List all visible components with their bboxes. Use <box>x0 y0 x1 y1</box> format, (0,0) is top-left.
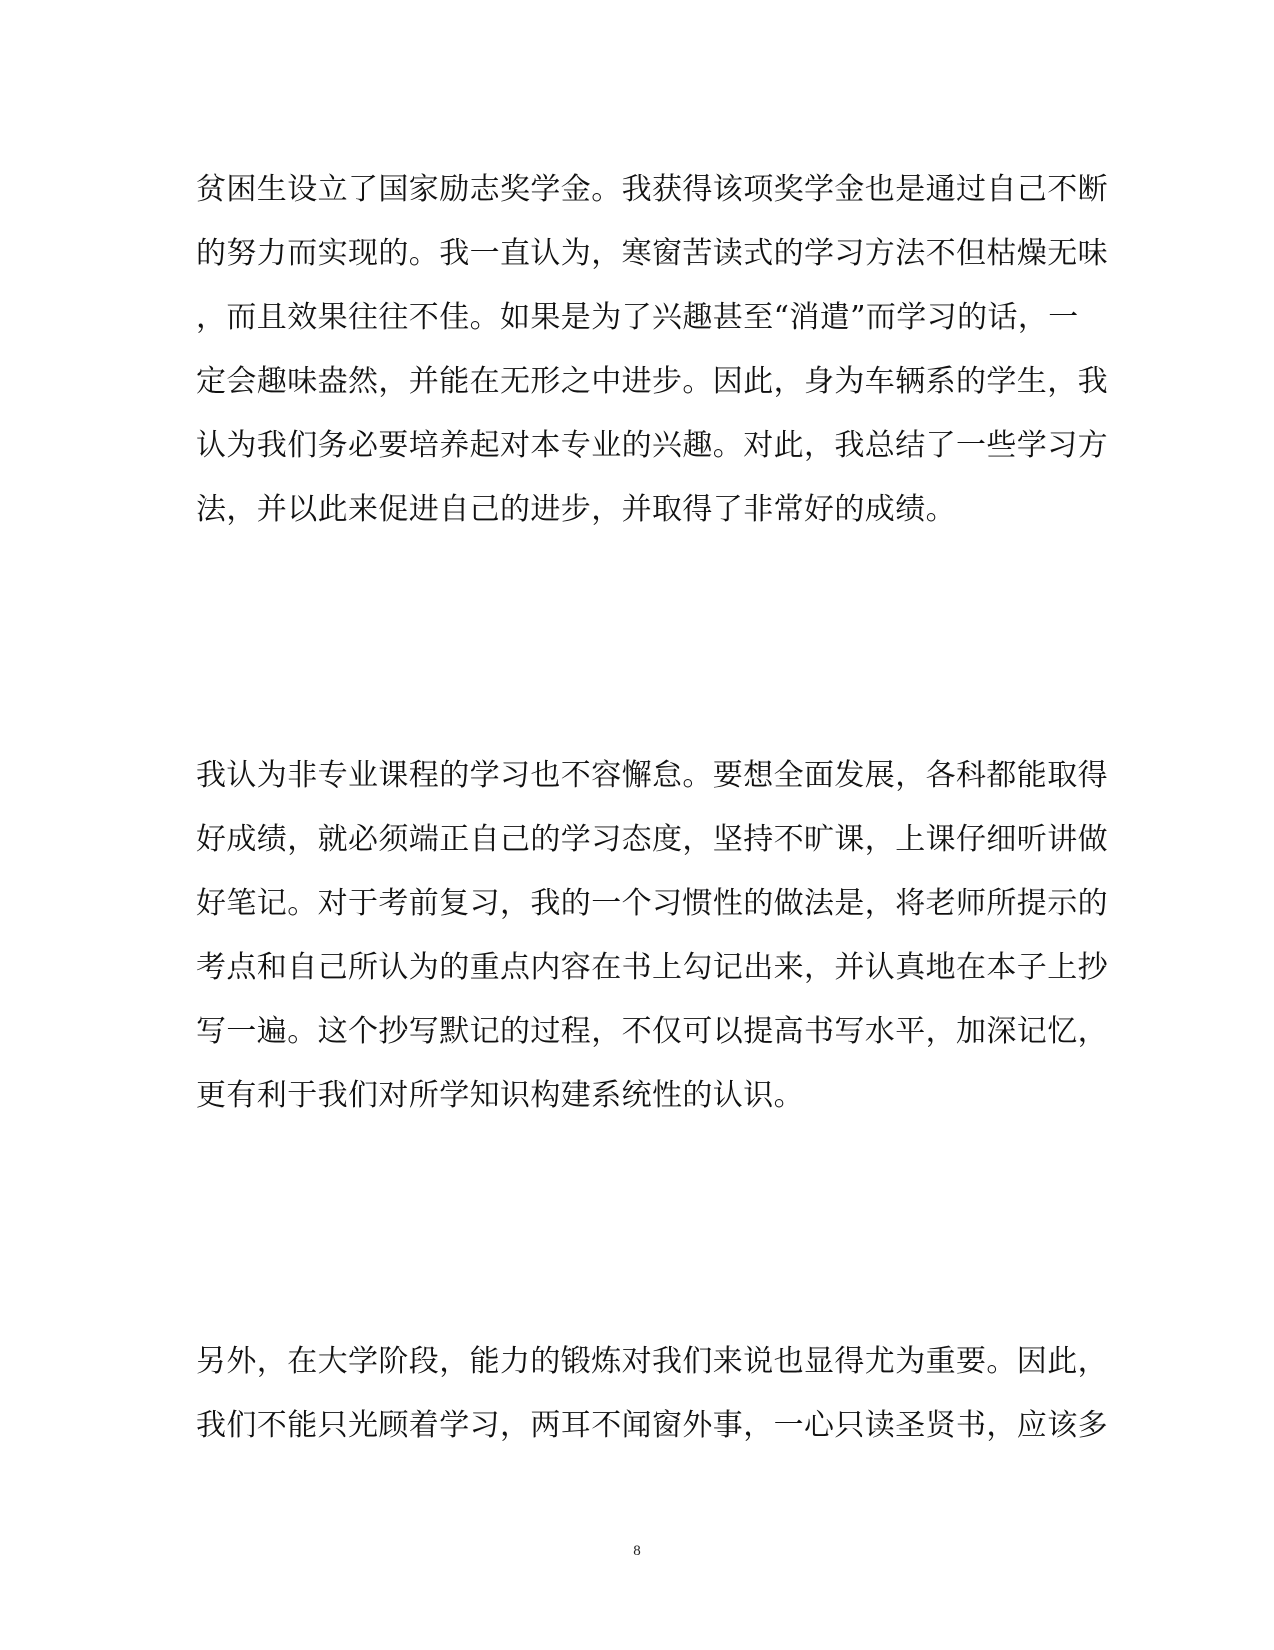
paragraph-1 <box>196 158 1108 542</box>
page-number: 8 <box>633 1543 641 1559</box>
paragraph-line: 另外，在大学阶段，能力的锻炼对我们来说也显得尤为重要。因此， <box>196 1344 1108 1379</box>
paragraph-line: 贫困生设立了国家励志奖学金。我获得该项奖学金也是通过自己不断 <box>196 172 1108 207</box>
paragraph-line: 法，并以此来促进自己的进步，并取得了非常好的成绩。 <box>196 492 956 527</box>
paragraph-line: 认为我们务必要培养起对本专业的兴趣。对此，我总结了一些学习方 <box>196 428 1108 463</box>
paragraph-line: 写一遍。这个抄写默记的过程，不仅可以提高书写水平，加深记忆， <box>196 1014 1108 1049</box>
paragraph-3 <box>196 1330 1108 1458</box>
paragraph-line: 定会趣味盎然，并能在无形之中进步。因此，身为车辆系的学生，我 <box>196 364 1108 399</box>
paragraph-line: 更有利于我们对所学知识构建系统性的认识。 <box>196 1078 804 1113</box>
paragraph-line: 我们不能只光顾着学习，两耳不闻窗外事，一心只读圣贤书，应该多 <box>196 1408 1108 1443</box>
paragraph-line: ，而且效果往往不佳。如果是为了兴趣甚至“消遣”而学习的话，一 <box>196 300 1079 335</box>
paragraph-2 <box>196 744 1108 1128</box>
paragraph-line: 好笔记。对于考前复习，我的一个习惯性的做法是，将老师所提示的 <box>196 886 1108 921</box>
paragraph-line: 我认为非专业课程的学习也不容懈怠。要想全面发展，各科都能取得 <box>196 758 1108 793</box>
paragraph-line: 考点和自己所认为的重点内容在书上勾记出来，并认真地在本子上抄 <box>196 950 1108 985</box>
paragraph-line: 好成绩，就必须端正自己的学习态度，坚持不旷课，上课仔细听讲做 <box>196 822 1108 857</box>
paragraph-line: 的努力而实现的。我一直认为，寒窗苦读式的学习方法不但枯燥无味 <box>196 236 1108 271</box>
